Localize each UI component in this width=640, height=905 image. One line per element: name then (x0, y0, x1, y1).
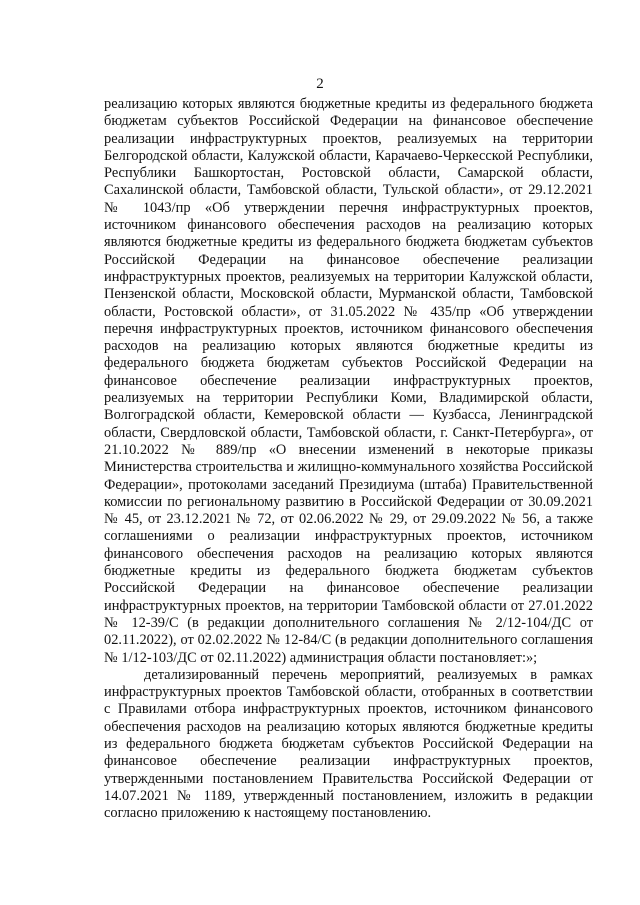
body-paragraph-continuation: реализацию которых являются бюджетные кредиты из федерального бюджета бюджетам субъектов Российской Федерации на финансовое обеспечение реализации инфраструктурных проектов, реализуемых на территории Белгородской области, Калужской области, Карачаево-Черкесской Республики, Республики Башкортостан, Ростовской области, Самарской области, Сахалинской области, Тамбовской области, Тульской области», от 29.12.2021 № 1043/пр «Об утверждении перечня инфраструктурных проектов, источником финансового обеспечения расходов на реализацию которых являются бюджетные кредиты из федерального бюджета бюджетам субъектов Российской Федерации на финансовое обеспечение реализации инфраструктурных проектов, реализуемых на территории Калужской области, Пензенской области, Московской области, Мурманской области, Тамбовской области, Ростовской области», от 31.05.2022 № 435/пр «Об утверждении перечня инфраструктурных проектов, источником финансового обеспечения расходов на реализацию которых являются бюджетные кредиты из федерального бюджета бюджетам субъектов Российской Федерации на финансовое обеспечение реализации инфраструктурных проектов, реализуемых на территории Республики Коми, Владимирской области, Волгоградской области, Кемеровской области — Кузбасса, Ленинградской области, Свердловской области, Тамбовской области, г. Санкт-Петербурга», от 21.10.2022 № 889/пр «О внесении изменений в некоторые приказы Министерства строительства и жилищно-коммунального хозяйства Российской Федерации», протоколами заседаний Президиума (штаба) Правительственной комиссии по региональному развитию в Российской Федерации от 30.09.2021 № 45, от 23.12.2021 № 72, от 02.06.2022 № 29, от 29.09.2022 № 56, а также соглашениями о реализации инфраструктурных проектов, источником финансового обеспечения расходов на реализацию которых являются бюджетные кредиты из федерального бюджета бюджетам субъектов Российской Федерации на финансовое обеспечение реализации инфраструктурных проектов, на территории Тамбовской области от 27.01.2022 № 12-39/С (в редакции дополнительного соглашения № 2/12-104/ДС от 02.11.2022), от 02.02.2022 № 12-84/С (в редакции дополнительного соглашения № 1/12-103/ДС от 02.11.2022) администрация области постановляет:»; (104, 96, 593, 666)
document-body (104, 96, 593, 822)
page-number: 2 (316, 76, 324, 92)
body-paragraph-list-amendment: детализированный перечень мероприятий, реализуемых в рамках инфраструктурных проектов Тамбовской области, отобранных в соответствии с Правилами отбора инфраструктурных проектов, источником финансового обеспечения расходов на реализацию которых являются бюджетные кредиты из федерального бюджета бюджетам субъектов Российской Федерации на финансовое обеспечение реализации инфраструктурных проектов, утвержденными постановлением Правительства Российской Федерации от 14.07.2021 № 1189, утвержденный постановлением, изложить в редакции согласно приложению к настоящему постановлению. (104, 666, 593, 822)
